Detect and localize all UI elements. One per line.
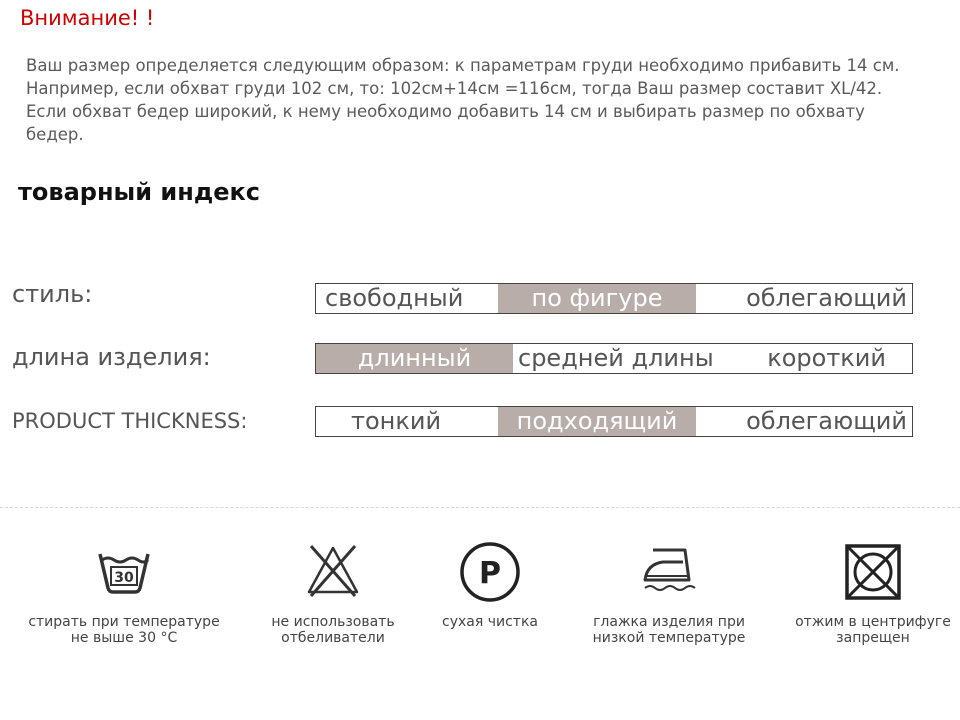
style-label: стиль:	[12, 280, 93, 308]
care-item-dry-clean	[390, 540, 590, 630]
thickness-option-thin: тонкий	[351, 407, 442, 435]
no-bleach-icon	[303, 540, 363, 600]
care-label-iron: глажка изделия при низкой температуре	[592, 614, 746, 646]
care-label-no-spin: отжим в центрифуге запрещен	[795, 614, 951, 646]
care-item-no-spin	[773, 540, 960, 646]
iron-low-temp-icon	[639, 540, 699, 600]
style-option-fitted-selected: по фигуре	[498, 284, 696, 313]
length-option-medium: средней длины	[518, 344, 714, 372]
thickness-option-thick: облегающий	[746, 407, 907, 435]
dry-clean-p-icon	[458, 540, 522, 604]
care-item-iron	[569, 540, 769, 646]
length-scale	[315, 343, 913, 374]
length-label: длина изделия:	[12, 343, 211, 371]
care-label-no-bleach: не использовать отбеливатели	[271, 614, 395, 646]
svg-text:30: 30	[114, 570, 134, 586]
wash-30-icon	[94, 540, 154, 600]
thickness-scale	[315, 406, 913, 437]
care-label-wash: стирать при температуре не выше 30 °C	[28, 614, 220, 646]
thickness-label: PRODUCT THICKNESS:	[12, 409, 248, 433]
style-option-tight: облегающий	[746, 284, 907, 312]
length-option-long-selected: длинный	[316, 344, 513, 373]
product-index-heading: товарный индекс	[18, 178, 260, 206]
no-tumble-dry-icon	[841, 540, 905, 604]
style-option-loose: свободный	[325, 284, 464, 312]
care-label-dry-clean: сухая чистка	[442, 614, 538, 630]
size-instructions-text: Ваш размер определяется следующим образом: к параметрам груди необходимо прибавить 14 см. Например, если обхват груди 102 см, то: 102см+14см =116см, тогда Ваш размер составит XL/42. Если обхват бедер широкий, к нему необходимо добавить 14 см и выбирать размер по обхвату бедер.	[26, 56, 900, 144]
style-scale	[315, 283, 913, 314]
warning-title: Внимание! !	[20, 6, 155, 30]
length-option-short: короткий	[767, 344, 886, 372]
care-item-wash	[24, 540, 224, 646]
section-divider	[0, 507, 960, 508]
svg-text:P: P	[479, 556, 501, 591]
thickness-option-medium-selected: подходящий	[498, 407, 696, 436]
